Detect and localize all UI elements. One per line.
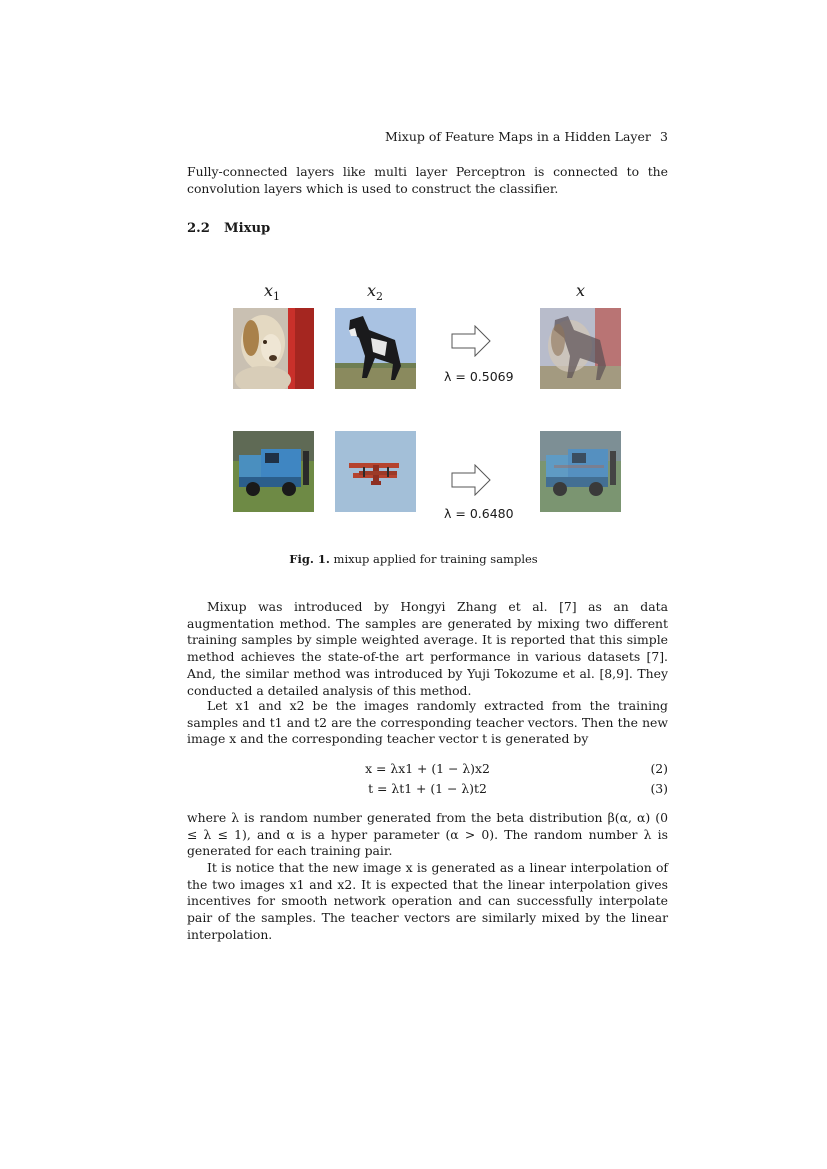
paragraph-definition: Let x1 and x2 be the images randomly extracted from the training samples and t1 and t2 are the corresponding teacher vectors. Then the new image x and the corresponding teacher vector t is generated by <box>187 698 668 747</box>
equation-3-body: t = λt1 + (1 − λ)t2 <box>368 781 487 796</box>
arrow-right-icon <box>451 325 491 357</box>
image-mixed-dog-horse <box>540 308 621 389</box>
running-header: Mixup of Feature Maps in a Hidden Layer <box>385 129 651 144</box>
label-x1: $x_1$ <box>264 281 281 304</box>
image-truck <box>233 431 314 512</box>
label-x2: $x_2$ <box>367 281 384 304</box>
figure-caption: Fig. 1. mixup applied for training samples <box>289 552 538 566</box>
label-x: x <box>576 281 586 300</box>
paragraph-interpolation: It is notice that the new image x is generated as a linear interpolation of the two images x1 and x2. It is expected that the linear interpolation gives incentives for smooth network operation and can successfully interpolate pair of the samples. The teacher vectors are similarly mixed by the linear interpolation. <box>187 860 668 942</box>
equation-2-body: x = λx1 + (1 − λ)x2 <box>365 761 490 776</box>
image-mixed-truck-airplane <box>540 431 621 512</box>
intro-paragraph: Fully-connected layers like multi layer Perceptron is connected to the convolution layers which is used to construct the classifier. <box>187 164 668 196</box>
section-number: 2.2 <box>187 221 210 236</box>
image-dog <box>233 308 314 389</box>
lambda-row2: λ = 0.6480 <box>444 506 514 521</box>
page-number: 3 <box>660 129 668 144</box>
section-heading <box>187 221 270 236</box>
lambda-row1: λ = 0.5069 <box>444 369 514 384</box>
paragraph-mixup-intro: Mixup was introduced by Hongyi Zhang et al. [7] as an data augmentation method. The samples are generated by mixing two different training samples by simple weighted average. It is reported that this simple method achieves the state-of-the art performance in various datasets [7]. And, the similar method was introduced by Yuji Tokozume et al. [8,9]. They conducted a detailed analysis of this method. <box>187 599 668 698</box>
paragraph-beta: where λ is random number generated from the beta distribution β(α, α) (0 ≤ λ ≤ 1), and α is a hyper parameter (α > 0). The random number λ is generated for each training pair. <box>187 810 668 859</box>
section-title: Mixup <box>224 221 271 236</box>
equation-2-number: (2) <box>650 761 668 776</box>
equation-3-number: (3) <box>650 781 668 796</box>
image-horse <box>335 308 416 389</box>
arrow-right-icon <box>451 464 491 496</box>
image-airplane <box>335 431 416 512</box>
